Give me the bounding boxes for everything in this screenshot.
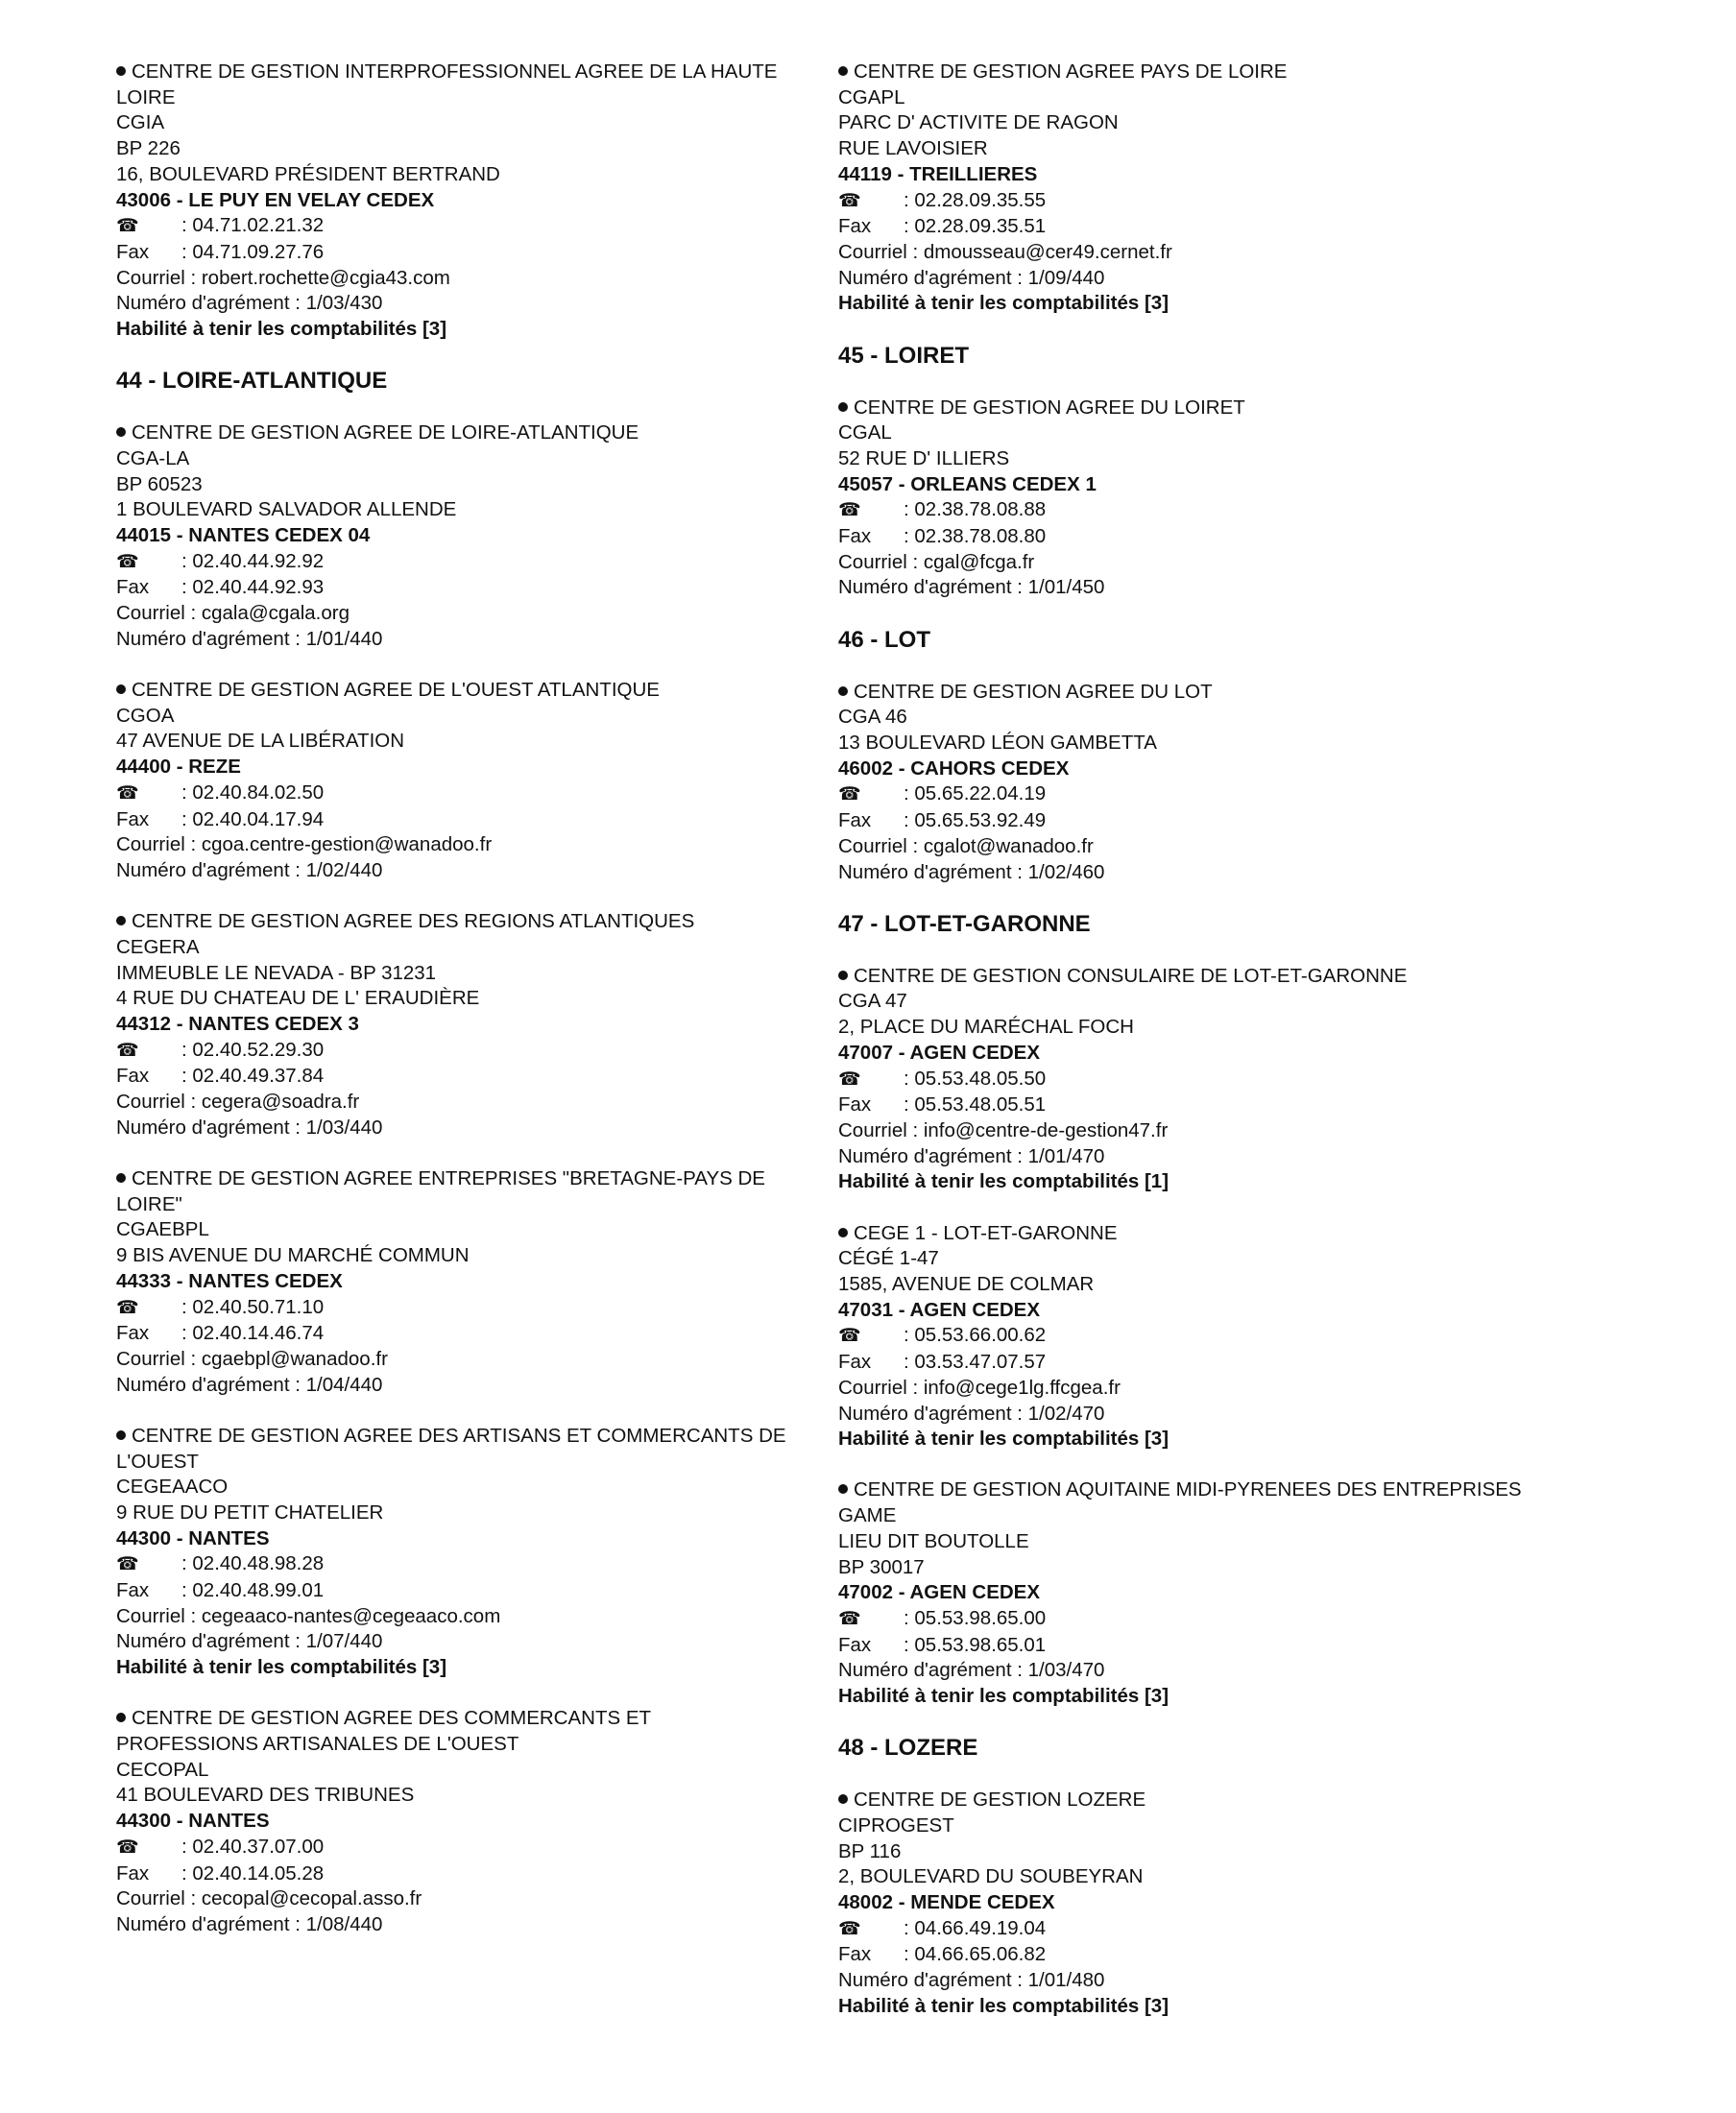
fax-label: Fax — [116, 1579, 150, 1602]
entry-title — [116, 1706, 788, 1757]
phone-line — [838, 781, 1530, 808]
phone-line — [838, 1323, 1530, 1350]
postal-city: 44119 - TREILLIERES — [838, 162, 1038, 185]
phone-number: : 05.53.48.05.50 — [904, 1067, 1047, 1090]
email-line: Courriel : cegera@soadra.fr — [116, 1091, 360, 1114]
bullet-icon — [116, 916, 126, 925]
directory-entry — [838, 680, 1530, 886]
fax-number: : 02.28.09.35.51 — [904, 215, 1047, 238]
directory-entry — [116, 60, 788, 343]
directory-entry — [838, 964, 1530, 1195]
email-line: Courriel : robert.rochette@cgia43.com — [116, 266, 450, 289]
fax-line — [116, 240, 788, 266]
postal-city: 48002 - MENDE CEDEX — [838, 1891, 1055, 1914]
email-line: Courriel : cgaebpl@wanadoo.fr — [116, 1347, 388, 1370]
entry-title-text: CENTRE DE GESTION AGREE PAYS DE LOIRE — [854, 60, 1288, 83]
address-line: 1 BOULEVARD SALVADOR ALLENDE — [116, 498, 457, 521]
right-column — [838, 60, 1530, 2045]
address-line: RUE LAVOISIER — [838, 137, 988, 160]
address-line: 47 AVENUE DE LA LIBÉRATION — [116, 730, 405, 753]
address-line: BP 116 — [838, 1839, 902, 1862]
address-line: CGAEBPL — [116, 1218, 209, 1241]
fax-number: : 05.65.53.92.49 — [904, 809, 1047, 832]
bullet-icon — [116, 1430, 126, 1440]
fax-label: Fax — [838, 525, 872, 548]
phone-line — [838, 188, 1530, 215]
phone-icon: ☎ — [838, 1326, 861, 1347]
phone-number: : 05.65.22.04.19 — [904, 782, 1047, 805]
fax-line — [838, 1093, 1530, 1118]
postal-city: 44312 - NANTES CEDEX 3 — [116, 1013, 359, 1035]
postal-city: 45057 - ORLEANS CEDEX 1 — [838, 472, 1097, 495]
agrement-number: Numéro d'agrément : 1/02/440 — [116, 858, 383, 881]
phone-icon: ☎ — [838, 500, 861, 521]
fax-label: Fax — [838, 1093, 872, 1117]
email-line: Courriel : info@centre-de-gestion47.fr — [838, 1119, 1169, 1141]
entry-title-text: CENTRE DE GESTION AGREE DE LOIRE-ATLANTIQUE — [132, 421, 639, 444]
bullet-icon — [838, 1228, 848, 1237]
fax-line — [838, 214, 1530, 240]
postal-city: 47002 - AGEN CEDEX — [838, 1581, 1041, 1604]
address-line: 1585, AVENUE DE COLMAR — [838, 1273, 1095, 1296]
left-column — [116, 60, 788, 1963]
email-line: Courriel : info@cege1lg.ffcgea.fr — [838, 1376, 1121, 1399]
fax-line — [116, 1064, 788, 1090]
address-line: CECOPAL — [116, 1758, 209, 1781]
phone-icon: ☎ — [116, 1837, 139, 1858]
postal-city: 44015 - NANTES CEDEX 04 — [116, 524, 371, 547]
entry-title-text: CENTRE DE GESTION AGREE DU LOIRET — [854, 396, 1245, 419]
postal-city: 44400 - REZE — [116, 756, 241, 779]
directory-entry — [116, 1424, 788, 1681]
address-line: CIPROGEST — [838, 1813, 954, 1837]
phone-icon: ☎ — [116, 551, 139, 572]
habilite-line: Habilité à tenir les comptabilités [3] — [838, 1994, 1169, 2017]
fax-line — [116, 575, 788, 601]
entry-title — [116, 1166, 788, 1217]
agrement-number: Numéro d'agrément : 1/04/440 — [116, 1373, 383, 1396]
entry-title-text: CENTRE DE GESTION INTERPROFESSIONNEL AGREE DE LA HAUTE LOIRE — [116, 60, 778, 108]
section-heading: 45 - LOIRET — [838, 342, 970, 369]
fax-number: : 02.40.04.17.94 — [181, 807, 325, 830]
phone-icon: ☎ — [116, 216, 139, 237]
fax-line — [116, 1321, 788, 1347]
address-line: CGA 46 — [838, 706, 907, 729]
entry-title — [838, 1477, 1530, 1503]
address-line: 9 RUE DU PETIT CHATELIER — [116, 1501, 384, 1524]
address-line: PARC D' ACTIVITE DE RAGON — [838, 111, 1119, 134]
fax-line — [838, 808, 1530, 834]
fax-label: Fax — [116, 576, 150, 599]
address-line: CGA 47 — [838, 990, 907, 1013]
address-line: 4 RUE DU CHATEAU DE L' ERAUDIÈRE — [116, 987, 480, 1010]
phone-number: : 05.53.66.00.62 — [904, 1324, 1047, 1347]
address-line: BP 226 — [116, 137, 181, 160]
phone-icon: ☎ — [116, 1040, 139, 1061]
fax-number: : 05.53.48.05.51 — [904, 1093, 1047, 1117]
fax-line — [838, 1633, 1530, 1659]
bullet-icon — [116, 1173, 126, 1183]
address-line: CEGERA — [116, 935, 200, 958]
section-heading: 44 - LOIRE-ATLANTIQUE — [116, 368, 388, 395]
entry-title — [838, 396, 1530, 421]
fax-number: : 04.66.65.06.82 — [904, 1943, 1047, 1966]
entry-title-text: CEGE 1 - LOT-ET-GARONNE — [854, 1221, 1118, 1244]
phone-line — [116, 1038, 788, 1065]
entry-title-text: CENTRE DE GESTION CONSULAIRE DE LOT-ET-GARONNE — [854, 964, 1408, 987]
habilite-line: Habilité à tenir les comptabilités [3] — [838, 1428, 1169, 1451]
habilite-line: Habilité à tenir les comptabilités [3] — [116, 318, 447, 341]
email-line: Courriel : cecopal@cecopal.asso.fr — [116, 1887, 422, 1910]
entry-title — [838, 1221, 1530, 1247]
bullet-icon — [116, 1713, 126, 1722]
entry-title-text: CENTRE DE GESTION LOZERE — [854, 1789, 1146, 1812]
fax-number: : 02.38.78.08.80 — [904, 525, 1047, 548]
entry-title — [838, 60, 1530, 85]
phone-line — [838, 1916, 1530, 1943]
fax-number: : 02.40.49.37.84 — [181, 1065, 325, 1088]
phone-icon: ☎ — [838, 190, 861, 211]
fax-label: Fax — [838, 1351, 872, 1374]
entry-title-text: CENTRE DE GESTION AGREE ENTREPRISES "BRETAGNE-PAYS DE LOIRE" — [116, 1167, 765, 1215]
phone-icon: ☎ — [838, 1918, 861, 1939]
address-line: LIEU DIT BOUTOLLE — [838, 1529, 1029, 1552]
phone-line — [116, 780, 788, 807]
fax-number: : 02.40.14.46.74 — [181, 1322, 325, 1345]
agrement-number: Numéro d'agrément : 1/01/440 — [116, 627, 383, 650]
address-line: CÉGÉ 1-47 — [838, 1247, 939, 1270]
phone-number: : 02.40.52.29.30 — [181, 1038, 325, 1061]
fax-label: Fax — [838, 809, 872, 832]
phone-line — [838, 497, 1530, 524]
address-line: BP 60523 — [116, 472, 203, 495]
fax-number: : 02.40.44.92.93 — [181, 576, 325, 599]
address-line: CGOA — [116, 704, 175, 727]
phone-icon: ☎ — [116, 782, 139, 804]
phone-number: : 04.71.02.21.32 — [181, 214, 325, 237]
bullet-icon — [116, 66, 126, 76]
email-line: Courriel : cgalot@wanadoo.fr — [838, 834, 1094, 857]
agrement-number: Numéro d'agrément : 1/09/440 — [838, 266, 1105, 289]
phone-number: : 02.28.09.35.55 — [904, 188, 1047, 211]
agrement-number: Numéro d'agrément : 1/02/460 — [838, 860, 1105, 883]
directory-entry — [838, 1788, 1530, 2019]
address-line: CGAPL — [838, 85, 905, 108]
habilite-line: Habilité à tenir les comptabilités [3] — [116, 1656, 447, 1679]
bullet-icon — [116, 427, 126, 437]
fax-number: : 04.71.09.27.76 — [181, 240, 325, 263]
entry-title — [838, 680, 1530, 706]
bullet-icon — [838, 971, 848, 980]
agrement-number: Numéro d'agrément : 1/01/450 — [838, 576, 1105, 599]
agrement-number: Numéro d'agrément : 1/01/480 — [838, 1969, 1105, 1992]
directory-entry — [838, 396, 1530, 602]
habilite-line: Habilité à tenir les comptabilités [1] — [838, 1170, 1169, 1193]
phone-line — [116, 1295, 788, 1322]
fax-number: : 02.40.48.99.01 — [181, 1579, 325, 1602]
fax-number: : 02.40.14.05.28 — [181, 1861, 325, 1885]
phone-icon: ☎ — [116, 1554, 139, 1575]
phone-line — [116, 549, 788, 576]
address-line: 16, BOULEVARD PRÉSIDENT BERTRAND — [116, 162, 500, 185]
entry-title-text: CENTRE DE GESTION AGREE DE L'OUEST ATLANTIQUE — [132, 679, 660, 702]
phone-line — [116, 213, 788, 240]
bullet-icon — [838, 1794, 848, 1804]
fax-number: : 03.53.47.07.57 — [904, 1351, 1047, 1374]
agrement-number: Numéro d'agrément : 1/01/470 — [838, 1144, 1105, 1167]
section-heading: 47 - LOT-ET-GARONNE — [838, 910, 1091, 937]
entry-title — [116, 60, 788, 110]
phone-number: : 04.66.49.19.04 — [904, 1916, 1047, 1939]
agrement-number: Numéro d'agrément : 1/03/440 — [116, 1116, 383, 1139]
address-line: BP 30017 — [838, 1555, 925, 1578]
phone-number: : 02.40.84.02.50 — [181, 780, 325, 804]
address-line: 2, PLACE DU MARÉCHAL FOCH — [838, 1016, 1134, 1039]
address-line: 2, BOULEVARD DU SOUBEYRAN — [838, 1865, 1144, 1888]
entry-title — [838, 1788, 1530, 1813]
entry-title-text: CENTRE DE GESTION AGREE DU LOT — [854, 680, 1213, 703]
fax-label: Fax — [116, 807, 150, 830]
phone-number: : 05.53.98.65.00 — [904, 1606, 1047, 1629]
entry-title — [116, 909, 788, 935]
agrement-number: Numéro d'agrément : 1/03/470 — [838, 1659, 1105, 1682]
agrement-number: Numéro d'agrément : 1/03/430 — [116, 292, 383, 315]
postal-city: 44300 - NANTES — [116, 1526, 270, 1549]
phone-icon: ☎ — [838, 1069, 861, 1090]
habilite-line: Habilité à tenir les comptabilités [3] — [838, 1685, 1169, 1708]
fax-line — [838, 524, 1530, 550]
section-heading: 46 - LOT — [838, 626, 931, 653]
directory-entry — [838, 1477, 1530, 1709]
email-line: Courriel : cgal@fcga.fr — [838, 550, 1035, 573]
entry-title — [116, 678, 788, 704]
fax-line — [116, 807, 788, 833]
fax-label: Fax — [838, 1633, 872, 1656]
phone-line — [838, 1606, 1530, 1633]
directory-entry — [116, 420, 788, 652]
entry-title-text: CENTRE DE GESTION AGREE DES REGIONS ATLANTIQUES — [132, 910, 695, 933]
address-line: IMMEUBLE LE NEVADA - BP 31231 — [116, 961, 437, 984]
fax-label: Fax — [116, 1322, 150, 1345]
address-line: 41 BOULEVARD DES TRIBUNES — [116, 1784, 415, 1807]
email-line: Courriel : dmousseau@cer49.cernet.fr — [838, 240, 1172, 263]
phone-number: : 02.38.78.08.88 — [904, 498, 1047, 521]
entry-title-text: CENTRE DE GESTION AGREE DES COMMERCANTS ET PROFESSIONS ARTISANALES DE L'OUEST — [116, 1707, 651, 1756]
phone-icon: ☎ — [838, 1608, 861, 1629]
email-line: Courriel : cegeaaco-nantes@cegeaaco.com — [116, 1604, 501, 1627]
address-line: CGAL — [838, 421, 892, 444]
phone-number: : 02.40.44.92.92 — [181, 549, 325, 572]
directory-entry — [116, 909, 788, 1141]
postal-city: 44300 - NANTES — [116, 1810, 270, 1833]
directory-entry — [116, 678, 788, 884]
fax-label: Fax — [116, 1861, 150, 1885]
habilite-line: Habilité à tenir les comptabilités [3] — [838, 292, 1169, 315]
fax-label: Fax — [838, 215, 872, 238]
fax-label: Fax — [838, 1943, 872, 1966]
postal-city: 44333 - NANTES CEDEX — [116, 1269, 343, 1292]
bullet-icon — [838, 66, 848, 76]
entry-title — [116, 420, 788, 446]
entry-title-text: CENTRE DE GESTION AGREE DES ARTISANS ET COMMERCANTS DE L'OUEST — [116, 1424, 786, 1473]
fax-line — [838, 1350, 1530, 1376]
address-line: CEGEAACO — [116, 1476, 229, 1499]
address-line: CGA-LA — [116, 446, 190, 469]
agrement-number: Numéro d'agrément : 1/08/440 — [116, 1913, 383, 1935]
bullet-icon — [838, 402, 848, 412]
fax-label: Fax — [116, 240, 150, 263]
fax-line — [838, 1942, 1530, 1968]
entry-title — [838, 964, 1530, 990]
address-line: 9 BIS AVENUE DU MARCHÉ COMMUN — [116, 1244, 470, 1267]
bullet-icon — [116, 684, 126, 694]
phone-line — [838, 1067, 1530, 1093]
email-line: Courriel : cgoa.centre-gestion@wanadoo.fr — [116, 833, 493, 856]
directory-entry — [838, 60, 1530, 317]
phone-line — [116, 1835, 788, 1861]
postal-city: 46002 - CAHORS CEDEX — [838, 756, 1070, 780]
phone-icon: ☎ — [116, 1297, 139, 1318]
postal-city: 47007 - AGEN CEDEX — [838, 1041, 1041, 1064]
bullet-icon — [838, 1484, 848, 1494]
agrement-number: Numéro d'agrément : 1/02/470 — [838, 1402, 1105, 1425]
directory-entry — [838, 1221, 1530, 1453]
address-line: GAME — [838, 1504, 897, 1527]
directory-entry — [116, 1706, 788, 1937]
address-line: CGIA — [116, 111, 165, 134]
phone-number: : 02.40.37.07.00 — [181, 1835, 325, 1858]
section-heading: 48 - LOZERE — [838, 1735, 978, 1762]
agrement-number: Numéro d'agrément : 1/07/440 — [116, 1630, 383, 1653]
phone-line — [116, 1551, 788, 1578]
phone-number: : 02.40.50.71.10 — [181, 1295, 325, 1318]
address-line: 52 RUE D' ILLIERS — [838, 446, 1010, 469]
entry-title — [116, 1424, 788, 1475]
email-line: Courriel : cgala@cgala.org — [116, 602, 350, 625]
phone-number: : 02.40.48.98.28 — [181, 1552, 325, 1575]
postal-city: 43006 - LE PUY EN VELAY CEDEX — [116, 188, 435, 211]
directory-entry — [116, 1166, 788, 1398]
fax-line — [116, 1578, 788, 1604]
bullet-icon — [838, 686, 848, 696]
fax-number: : 05.53.98.65.01 — [904, 1633, 1047, 1656]
phone-icon: ☎ — [838, 784, 861, 805]
entry-title-text: CENTRE DE GESTION AQUITAINE MIDI-PYRENEES DES ENTREPRISES — [854, 1478, 1522, 1501]
fax-label: Fax — [116, 1065, 150, 1088]
fax-line — [116, 1861, 788, 1887]
postal-city: 47031 - AGEN CEDEX — [838, 1298, 1041, 1321]
address-line: 13 BOULEVARD LÉON GAMBETTA — [838, 732, 1157, 755]
